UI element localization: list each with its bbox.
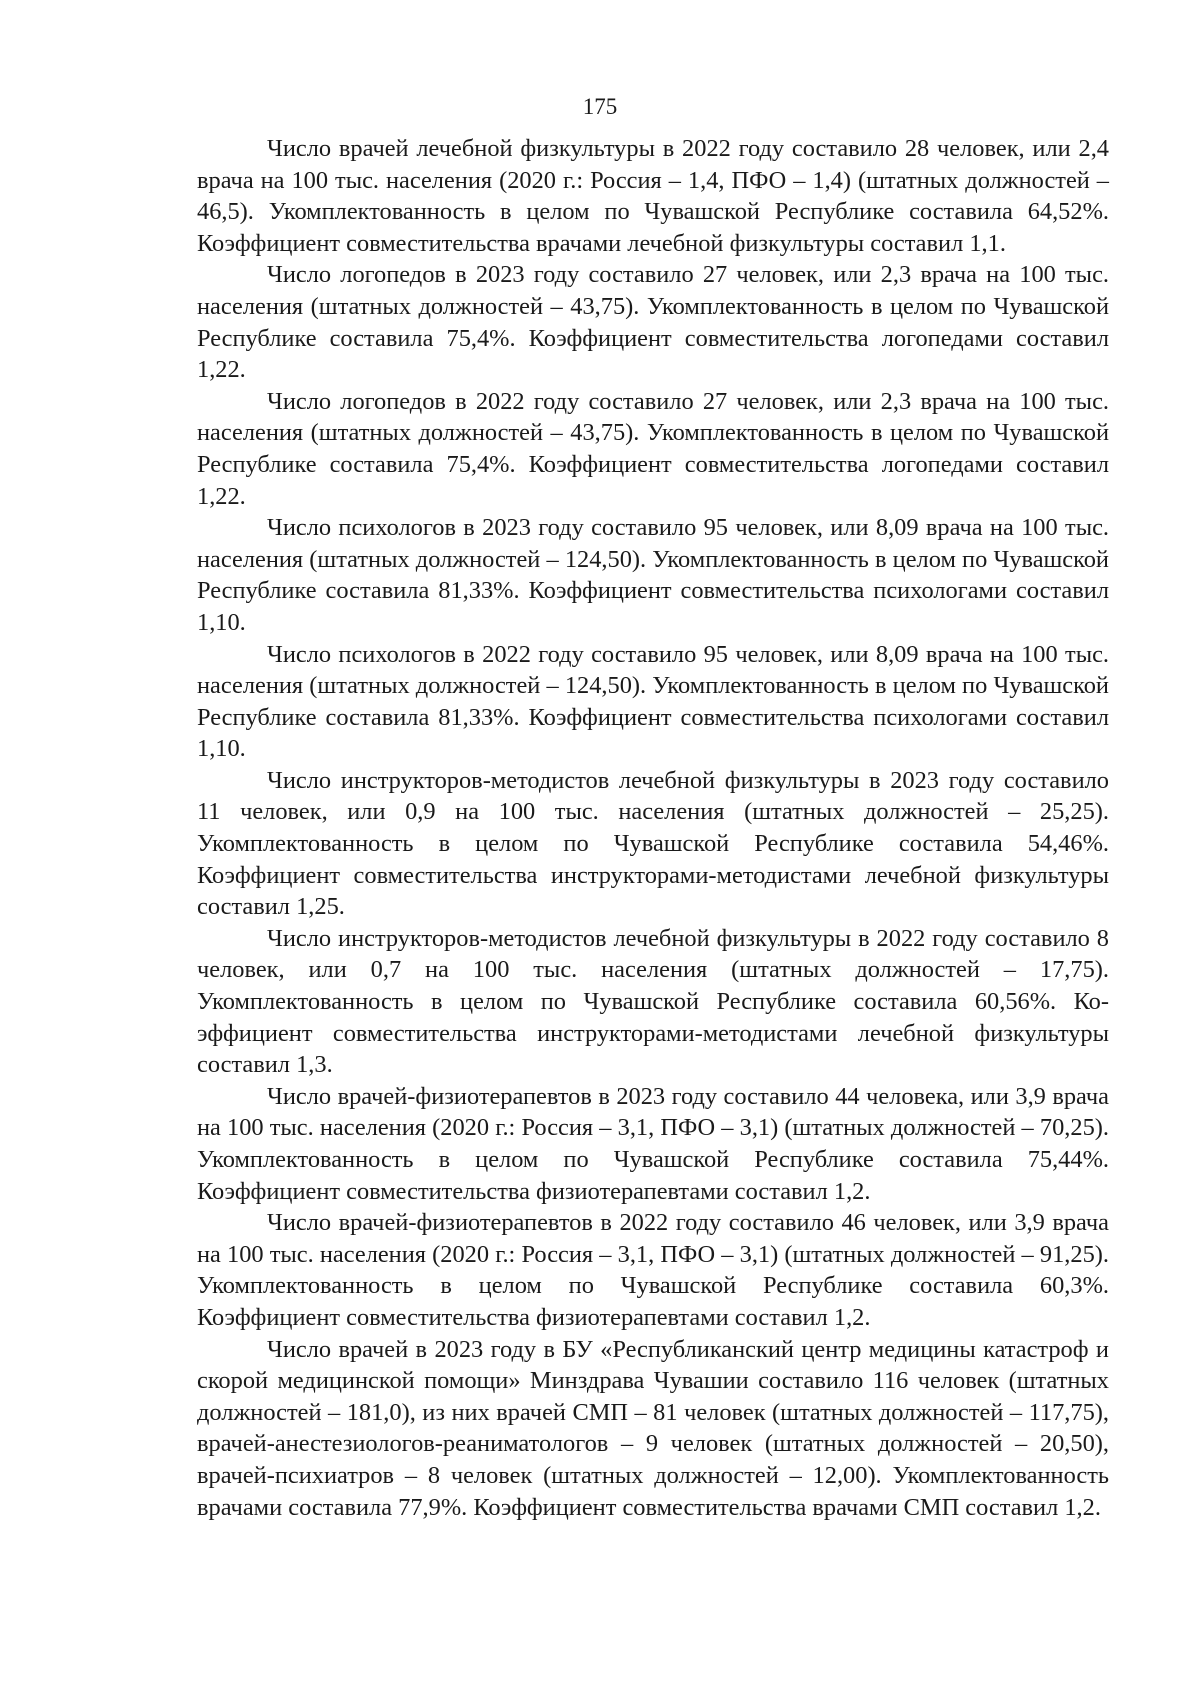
paragraph-speech-therapists-2022: Число логопедов в 2022 году составило 27 человек, или 2,3 врача на 100 тыс. населения (штатных должностей – 43,75). Укомплектованность в целом по Чувашской Республике составила 75,4%. Коэффициент совместительства логопедами составил 1,22. [197, 387, 1109, 510]
document-body [197, 133, 1109, 1523]
paragraph-lfk-instructors-2022: Число инструкторов-методистов лечебной физкультуры в 2022 году составило 8 человек, или 0,7 на 100 тыс. населения (штатных должностей – 17,75). Укомплектованность в целом по Чувашской Республике составила 60,56%. Коэффициент совместительства инструкторами-методистами лечебной физкультуры составил 1,3. [197, 924, 1109, 1079]
paragraph-psychologists-2023: Число психологов в 2023 году составило 95 человек, или 8,09 врача на 100 тыс. населения (штатных должностей – 124,50). Укомплектованность в целом по Чувашской Республике составила 81,33%. Коэффициент совместительства психологами составил 1,10. [197, 514, 1109, 636]
paragraph-lfk-doctors-2022: Число врачей лечебной физкультуры в 2022 году составило 28 человек, или 2,4 врача на 100 тыс. населения (2020 г.: Россия – 1,4, ПФО – 1,4) (штатных должностей – 46,5). Укомплектованность в целом по Чувашской Республике составила 64,52%. Коэффициент совместительства врачами лечебной физкультуры составил 1,1. [197, 135, 1109, 257]
paragraph-physiotherapists-2022: Число врачей-физиотерапевтов в 2022 году составило 46 человек, или 3,9 врача на 100 тыс. населения (2020 г.: Россия – 3,1, ПФО – 3,1) (штатных должностей – 91,25). Укомплектованность в целом по Чувашской Республике составила 60,3%. Коэффициент совместительства физиотерапевтами составил 1,2. [197, 1209, 1109, 1331]
paragraph-emergency-doctors-2023: Число врачей в 2023 году в БУ «Республиканский центр медицины катастроф и скорой медицинской помощи» Минздрава Чувашии составило 116 человек (штатных должностей – 181,0), из них врачей СМП – 81 человек (штатных должностей – 117,75), врачей-анестезиологов-реаниматологов – 9 человек (штатных должностей – 20,50), врачей-психиатров – 8 человек (штатных должностей – 12,00). Укомплектованность врачами составила 77,9%. Коэффициент совместительства врачами СМП составил 1,2. [197, 1335, 1109, 1521]
paragraph-psychologists-2022: Число психологов в 2022 году составило 95 человек, или 8,09 врача на 100 тыс. населения (штатных должностей – 124,50). Укомплектованность в целом по Чувашской Республике составила 81,33%. Коэффициент совместительства психологами составил 1,10. [197, 640, 1109, 763]
paragraph-physiotherapists-2023: Число врачей-физиотерапевтов в 2023 году составило 44 человека, или 3,9 врача на 100 тыс. населения (2020 г.: Россия – 3,1, ПФО – 3,1) (штатных должностей – 70,25). Укомплектованность в целом по Чувашской Республике составила 75,44%. Коэффициент совместительства физиотерапевтами составил 1,2. [197, 1082, 1109, 1205]
paragraph-speech-therapists-2023: Число логопедов в 2023 году составило 27 человек, или 2,3 врача на 100 тыс. населения (штатных должностей – 43,75). Укомплектованность в целом по Чувашской Республике составила 75,4%. Коэффициент совместительства логопедами составил 1,22. [197, 261, 1109, 384]
page-number: 175 [582, 94, 618, 119]
paragraph-lfk-instructors-2023: Число инструкторов-методистов лечебной физкультуры в 2023 году составило 11 человек, или 0,9 на 100 тыс. населения (штатных должностей – 25,25). Укомплектованность в целом по Чувашской Республике составила 54,46%. Коэффициент совместительства инструкторами-методистами лечебной физкультуры составил 1,25. [197, 766, 1109, 921]
